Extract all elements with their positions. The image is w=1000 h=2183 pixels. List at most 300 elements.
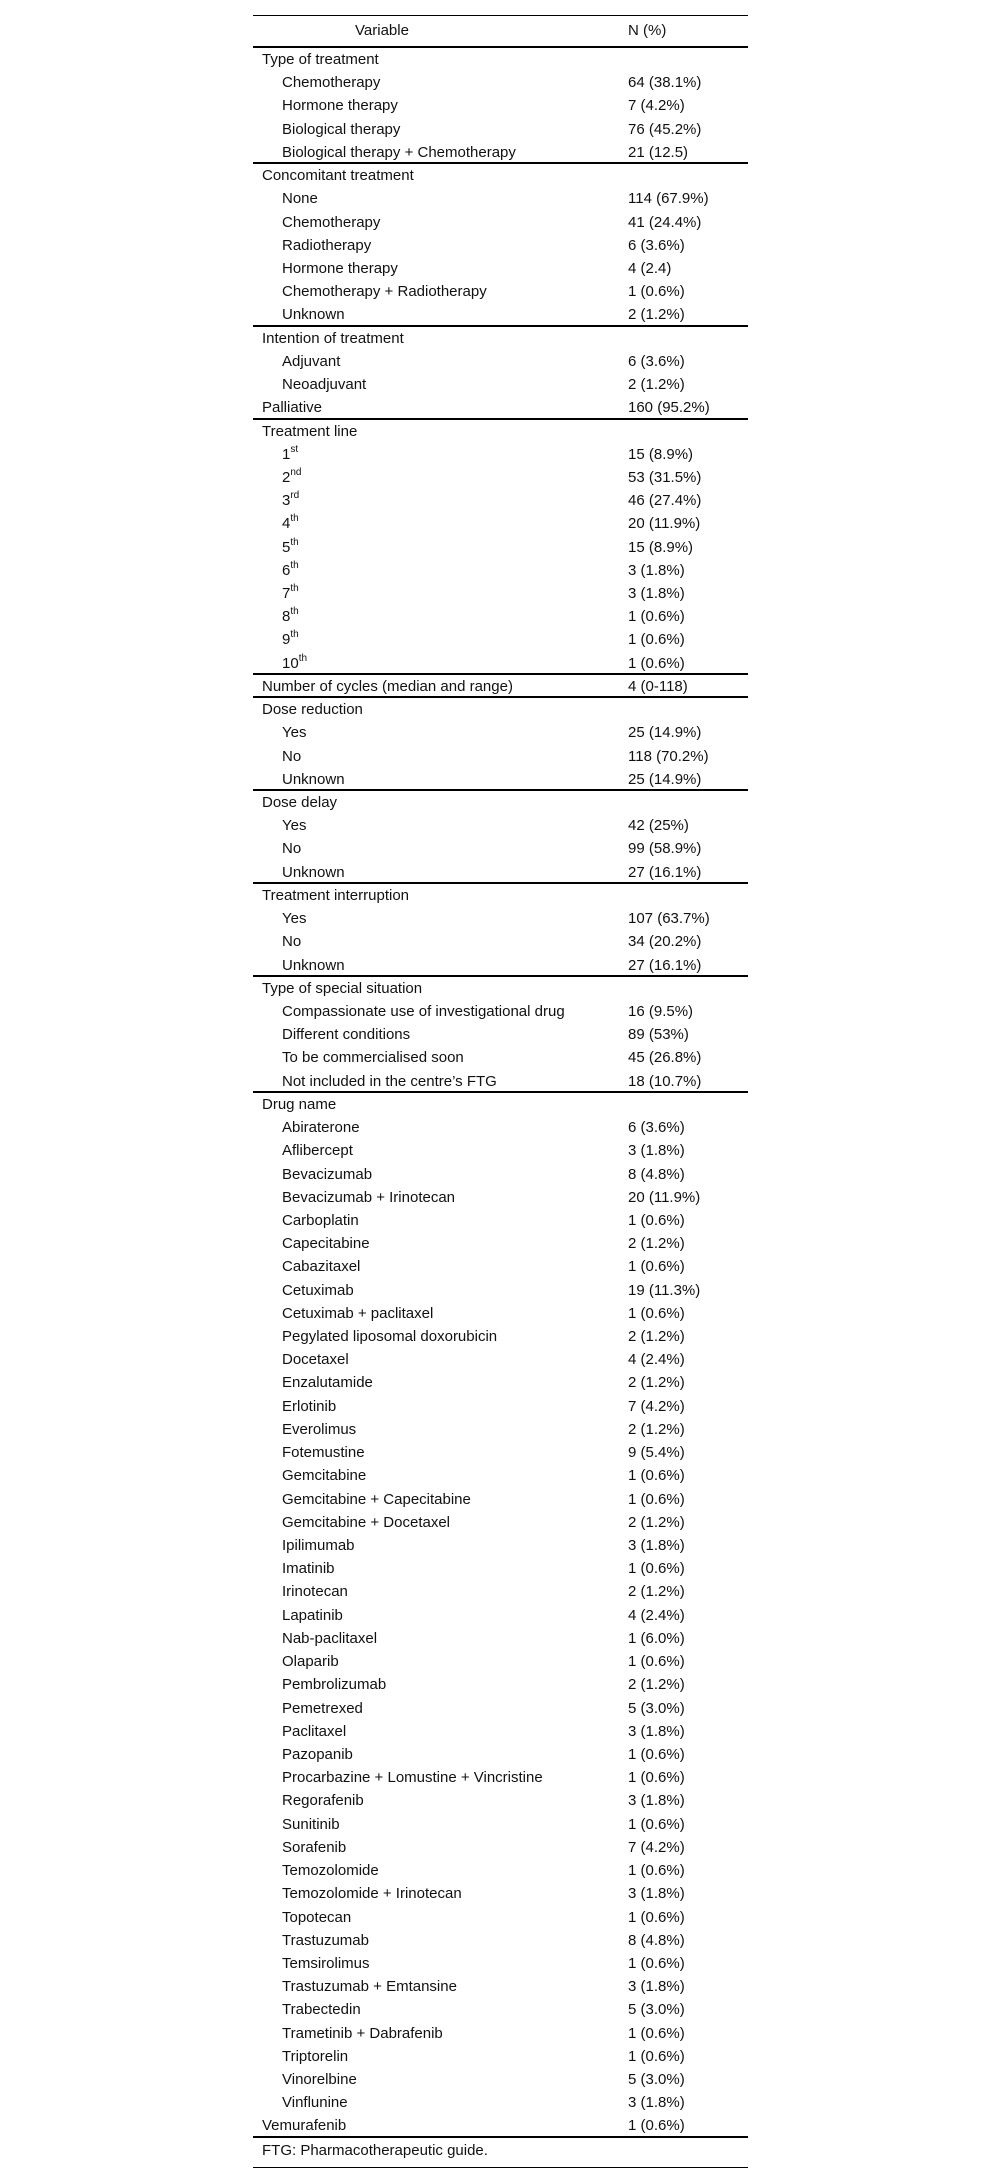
- row-value: 1 (0.6%): [628, 1560, 685, 1578]
- row-label: [282, 837, 301, 860]
- table-row: [253, 1906, 748, 1929]
- row-value: 27 (16.1%): [628, 956, 702, 974]
- row-value: 3 (1.8%): [628, 1792, 685, 1810]
- row-value: 1 (0.6%): [628, 608, 685, 626]
- row-label: [282, 466, 301, 489]
- row-label: [282, 141, 516, 164]
- row-value: 2 (1.2%): [628, 1235, 685, 1253]
- section-title: Type of treatment: [262, 51, 379, 68]
- row-label: [282, 1859, 379, 1882]
- row-value: 1 (6.0%): [628, 1629, 685, 1647]
- row-value: 1 (0.6%): [628, 2024, 685, 2042]
- row-label-text: Abiraterone: [282, 1119, 360, 1137]
- section-header-row: [253, 884, 748, 907]
- table-row: [253, 2022, 748, 2045]
- row-value: 2 (1.2%): [628, 306, 685, 324]
- row-label-text: Unknown: [282, 306, 345, 324]
- row-value: 114 (67.9%): [628, 190, 709, 208]
- table-row: [253, 1929, 748, 1952]
- row-value: 1 (0.6%): [628, 1862, 685, 1880]
- section-title: Dose reduction: [262, 701, 363, 719]
- row-label: [282, 745, 301, 768]
- row-value: 3 (1.8%): [628, 561, 685, 579]
- row-label-text: Fotemustine: [282, 1444, 365, 1462]
- row-value: 16 (9.5%): [628, 1002, 694, 1020]
- row-label-text: No: [282, 747, 302, 765]
- table-row: [253, 559, 748, 582]
- row-value: 6 (3.6%): [628, 1119, 685, 1137]
- row-value: 5 (3.0%): [628, 1699, 685, 1717]
- row-label-text: 7: [282, 585, 291, 603]
- row-label-text: Chemotherapy: [282, 213, 381, 231]
- row-label-text: Hormone therapy: [282, 259, 398, 277]
- row-label-text: Ipilimumab: [282, 1537, 355, 1554]
- row-label: [282, 1464, 366, 1487]
- row-value: 7 (4.2%): [628, 1397, 685, 1415]
- row-label-text: Unknown: [282, 863, 345, 881]
- table-row: [253, 582, 748, 605]
- table-row: [253, 1604, 748, 1627]
- row-label-text: Gemcitabine: [282, 1467, 367, 1485]
- row-label-text: Chemotherapy: [282, 74, 381, 92]
- table-row: [253, 1395, 748, 1418]
- table-row: [253, 1325, 748, 1348]
- row-value: 160 (95.2%): [628, 399, 710, 417]
- table-header: [253, 16, 748, 48]
- table-row: [253, 1255, 748, 1278]
- row-label: [282, 1998, 361, 2021]
- row-value: 6 (3.6%): [628, 352, 685, 370]
- row-label: [282, 1209, 359, 1232]
- section-title: Concomitant treatment: [262, 167, 414, 185]
- row-label: [282, 211, 380, 234]
- row-value: 3 (1.8%): [628, 1978, 685, 1996]
- row-label: [282, 628, 299, 651]
- row-label-text: Compassionate use of investigational drug: [282, 1002, 565, 1020]
- row-label: [282, 1697, 363, 1720]
- table-row: [253, 141, 748, 164]
- row-value: 7 (4.2%): [628, 1838, 685, 1856]
- row-label-text: Regorafenib: [282, 1792, 364, 1810]
- row-label-text: Cabazitaxel: [282, 1258, 361, 1276]
- row-label: [282, 768, 345, 791]
- section-title: Number of cycles (median and range): [262, 677, 513, 695]
- row-label: [282, 234, 371, 257]
- row-value: 5 (3.0%): [628, 2001, 685, 2019]
- row-label: [282, 1836, 346, 1859]
- row-label: [282, 652, 307, 675]
- row-label-text: Vinorelbine: [282, 2071, 357, 2089]
- row-label-text: Yes: [282, 817, 307, 835]
- row-label: [282, 1789, 364, 1812]
- row-value: 21 (12.5): [628, 143, 689, 161]
- row-value: 6 (3.6%): [628, 236, 685, 254]
- row-label: [282, 1046, 464, 1069]
- row-label: [282, 1906, 351, 1929]
- row-label-text: No: [282, 840, 302, 858]
- table-row: [253, 1766, 748, 1789]
- row-value: 4 (2.4%): [628, 1351, 685, 1369]
- row-label-text: 6: [282, 561, 291, 579]
- row-value: 53 (31.5%): [628, 468, 702, 486]
- row-label: [262, 2114, 346, 2137]
- row-label: [282, 861, 345, 884]
- row-label-text: Pemetrexed: [282, 1699, 363, 1717]
- table-row: [253, 303, 748, 326]
- ordinal-suffix: rd: [290, 490, 300, 502]
- row-label-text: 1: [282, 445, 291, 463]
- row-value: 8 (4.8%): [628, 1931, 685, 1949]
- table-row: [253, 187, 748, 210]
- row-label: [282, 1813, 340, 1836]
- row-value: 2 (1.2%): [628, 1328, 685, 1346]
- row-label-text: Cetuximab: [282, 1281, 354, 1299]
- row-label: [282, 1302, 433, 1325]
- row-label: [282, 1418, 356, 1441]
- row-value: 3 (1.8%): [628, 1142, 685, 1160]
- row-label-text: Temsirolimus: [282, 1954, 370, 1972]
- row-label: [282, 1975, 457, 1998]
- row-label-text: Pembrolizumab: [282, 1676, 387, 1694]
- table-row: [253, 443, 748, 466]
- row-label: [282, 1557, 335, 1580]
- row-label: [282, 489, 299, 512]
- table-row: [253, 489, 748, 512]
- row-label: [282, 1371, 373, 1394]
- row-label: [282, 257, 398, 280]
- row-value: 2 (1.2%): [628, 1513, 685, 1531]
- row-label: [282, 187, 318, 210]
- table-row: [253, 1000, 748, 1023]
- table-row: [253, 1952, 748, 1975]
- table-row: [253, 628, 748, 651]
- table-row: [253, 1116, 748, 1139]
- row-label-text: 5: [282, 538, 291, 556]
- section-title: Treatment interruption: [262, 886, 410, 904]
- table-row: [253, 1511, 748, 1534]
- row-label: [282, 512, 299, 535]
- row-label: [282, 1627, 377, 1650]
- row-value: 1 (0.6%): [628, 654, 685, 672]
- row-label-text: Carboplatin: [282, 1211, 359, 1229]
- row-label: [282, 71, 380, 94]
- row-label-text: 10: [282, 654, 299, 672]
- row-label-text: No: [282, 933, 302, 951]
- row-value: 46 (27.4%): [628, 492, 702, 510]
- table-row: [253, 118, 748, 141]
- row-label: [282, 1255, 360, 1278]
- table-row: [253, 1627, 748, 1650]
- row-label-text: 3: [282, 492, 291, 510]
- row-label-text: Pazopanib: [282, 1745, 353, 1763]
- table-row: [253, 1070, 748, 1093]
- row-label: [282, 1070, 497, 1093]
- table-row: [253, 1813, 748, 1836]
- row-label-text: Yes: [282, 910, 307, 928]
- row-label: [282, 1139, 353, 1162]
- row-label-text: Hormone therapy: [282, 97, 398, 115]
- row-value: 3 (1.8%): [628, 2094, 685, 2112]
- table-row: [253, 2045, 748, 2068]
- section-header-row: [253, 420, 748, 443]
- row-value: 4 (2.4): [628, 259, 672, 277]
- section-title: Dose delay: [262, 794, 338, 811]
- section-title: Type of special situation: [262, 979, 423, 997]
- row-label: [282, 814, 306, 837]
- row-label-text: Paclitaxel: [282, 1722, 347, 1740]
- table-row: [253, 721, 748, 744]
- row-label: [282, 1395, 336, 1418]
- table-row: [253, 930, 748, 953]
- row-label-text: Trastuzumab: [282, 1931, 369, 1949]
- table-row: [253, 1557, 748, 1580]
- row-label: [282, 536, 299, 559]
- table-row: [253, 1488, 748, 1511]
- table-row: [253, 1580, 748, 1603]
- section-title: Treatment line: [262, 422, 358, 440]
- section-header-row: [253, 164, 748, 187]
- row-value: 3 (1.8%): [628, 585, 685, 603]
- ordinal-suffix: th: [298, 652, 308, 664]
- row-label: [282, 1580, 348, 1603]
- row-label-text: Vinflunine: [282, 2094, 348, 2112]
- row-label-text: Bevacizumab: [282, 1165, 373, 1183]
- row-value: 107 (63.7%): [628, 910, 710, 928]
- row-value: 1 (0.6%): [628, 1258, 685, 1276]
- row-value: 89 (53%): [628, 1026, 689, 1044]
- row-value: 1 (0.6%): [628, 2047, 685, 2065]
- row-label: [282, 1488, 471, 1511]
- row-label: [282, 303, 345, 326]
- row-value: 76 (45.2%): [628, 120, 702, 138]
- row-label-text: Different conditions: [282, 1026, 411, 1044]
- row-label-text: Vemurafenib: [262, 2117, 347, 2135]
- row-label-text: Topotecan: [282, 1908, 352, 1926]
- table-row: [253, 1302, 748, 1325]
- row-value: 2 (1.2%): [628, 1676, 685, 1694]
- table-row: [253, 1209, 748, 1232]
- row-value: 2 (1.2%): [628, 1583, 685, 1601]
- row-label-text: Unknown: [282, 770, 345, 788]
- table-row: [253, 1348, 748, 1371]
- table-row: [253, 954, 748, 977]
- table-row: [253, 1464, 748, 1487]
- row-value: 1 (0.6%): [628, 1908, 685, 1926]
- header-variable: Variable: [355, 22, 409, 39]
- row-label-text: Everolimus: [282, 1420, 357, 1438]
- table-row: [253, 1186, 748, 1209]
- row-label: [282, 1348, 349, 1371]
- table-row: [253, 512, 748, 535]
- row-label: [282, 1766, 543, 1789]
- row-label-text: Biological therapy: [282, 120, 401, 138]
- row-value: 27 (16.1%): [628, 863, 702, 881]
- row-label-text: Sunitinib: [282, 1815, 340, 1833]
- table-row: [253, 211, 748, 234]
- table-row: [253, 373, 748, 396]
- row-value: 3 (1.8%): [628, 1537, 685, 1554]
- row-label: [282, 1929, 369, 1952]
- table-row: [253, 1232, 748, 1255]
- row-label-text: Neoadjuvant: [282, 376, 367, 394]
- table-row: [253, 652, 748, 675]
- row-label: [282, 1720, 346, 1743]
- row-value: 19 (11.3%): [628, 1281, 701, 1299]
- row-value: 1 (0.6%): [628, 1653, 685, 1671]
- row-value: 2 (1.2%): [628, 1374, 685, 1392]
- table-row: [253, 1673, 748, 1696]
- row-label: [282, 1441, 365, 1464]
- table-row: [253, 2114, 748, 2137]
- row-value: 41 (24.4%): [628, 213, 702, 231]
- row-label-text: To be commercialised soon: [282, 1049, 464, 1067]
- ordinal-suffix: th: [290, 629, 299, 641]
- header-n-percent: N (%): [628, 22, 667, 39]
- table-row: [253, 1023, 748, 1046]
- table-row: [253, 257, 748, 280]
- row-label-text: Pegylated liposomal doxorubicin: [282, 1328, 498, 1346]
- row-label-text: Docetaxel: [282, 1351, 349, 1369]
- row-value: 1 (0.6%): [628, 1211, 685, 1229]
- row-label-text: Lapatinib: [282, 1606, 343, 1624]
- row-label: [282, 1186, 455, 1209]
- section-header-row: [253, 48, 748, 71]
- row-value: 1 (0.6%): [628, 1304, 685, 1322]
- row-label: [282, 930, 301, 953]
- section-header-row: [253, 1093, 748, 1116]
- table-row: [253, 1789, 748, 1812]
- section-header-row: [253, 977, 748, 1000]
- row-value: 1 (0.6%): [628, 1769, 685, 1787]
- table-row: [253, 768, 748, 791]
- row-value: 4 (2.4%): [628, 1606, 685, 1624]
- table-row: [253, 1882, 748, 1905]
- row-value: 9 (5.4%): [628, 1444, 685, 1462]
- row-value: 42 (25%): [628, 817, 689, 835]
- table-footnote: FTG: Pharmacotherapeutic guide.: [253, 2138, 748, 2168]
- table-row: [253, 745, 748, 768]
- row-label: [282, 1511, 450, 1534]
- row-label: [282, 443, 298, 466]
- row-label-text: Radiotherapy: [282, 236, 372, 254]
- row-label: [282, 118, 400, 141]
- table-row: [253, 1859, 748, 1882]
- table-row: [253, 1279, 748, 1302]
- row-value: 1 (0.6%): [628, 1745, 685, 1763]
- section-header-row: [253, 791, 748, 814]
- section-value: 4 (0-118): [628, 677, 688, 695]
- row-label-text: Gemcitabine + Capecitabine: [282, 1490, 471, 1508]
- row-value: 2 (1.2%): [628, 1420, 685, 1438]
- ordinal-suffix: th: [290, 583, 299, 595]
- table-row: [253, 1836, 748, 1859]
- row-label: [282, 1743, 353, 1766]
- row-label-text: Capecitabine: [282, 1235, 370, 1253]
- row-label-text: Imatinib: [282, 1560, 335, 1578]
- row-label: [282, 907, 306, 930]
- row-label-text: Triptorelin: [282, 2047, 349, 2065]
- row-label: [282, 2091, 348, 2114]
- row-label-text: Erlotinib: [282, 1397, 337, 1415]
- ordinal-suffix: nd: [290, 466, 302, 478]
- row-label: [282, 1952, 370, 1975]
- table-row: [253, 396, 748, 419]
- row-value: 45 (26.8%): [628, 1049, 702, 1067]
- row-label-text: Gemcitabine + Docetaxel: [282, 1513, 451, 1531]
- row-label-text: Sorafenib: [282, 1838, 347, 1856]
- row-label: [282, 1325, 497, 1348]
- row-value: 20 (11.9%): [628, 515, 701, 533]
- table-row: [253, 1975, 748, 1998]
- ordinal-suffix: st: [290, 443, 299, 455]
- row-label: [282, 559, 299, 582]
- row-value: 7 (4.2%): [628, 97, 685, 115]
- row-label-text: 4: [282, 515, 291, 533]
- row-label: [282, 1116, 360, 1139]
- table-row: [253, 1163, 748, 1186]
- row-label-text: Nab-paclitaxel: [282, 1629, 378, 1647]
- row-value: 1 (0.6%): [628, 1954, 685, 1972]
- row-label-text: Biological therapy + Chemotherapy: [282, 143, 516, 161]
- row-value: 64 (38.1%): [628, 74, 702, 92]
- row-label-text: Unknown: [282, 956, 345, 974]
- row-label: [282, 605, 299, 628]
- row-label: [282, 1673, 386, 1696]
- table-row: [253, 1139, 748, 1162]
- row-value: 25 (14.9%): [628, 770, 702, 788]
- row-label: [282, 350, 340, 373]
- table-row: [253, 1441, 748, 1464]
- row-label: [282, 1232, 370, 1255]
- row-label: [282, 1650, 339, 1673]
- section-header-row: [253, 675, 748, 698]
- row-label-text: Palliative: [262, 399, 323, 417]
- row-label-text: Adjuvant: [282, 352, 341, 370]
- data-table: [253, 15, 748, 2168]
- row-label-text: Not included in the centre’s FTG: [282, 1072, 497, 1090]
- row-label-text: Olaparib: [282, 1653, 339, 1671]
- ordinal-suffix: th: [290, 513, 299, 525]
- section-title: Intention of treatment: [262, 329, 404, 347]
- row-label: [262, 396, 322, 419]
- row-value: 1 (0.6%): [628, 1467, 685, 1485]
- row-label: [282, 582, 299, 605]
- table-row: [253, 1720, 748, 1743]
- table-row: [253, 280, 748, 303]
- row-label: [282, 1023, 410, 1046]
- row-value: 3 (1.8%): [628, 1885, 685, 1903]
- row-label-text: Bevacizumab + Irinotecan: [282, 1188, 456, 1206]
- table-row: [253, 1743, 748, 1766]
- ordinal-suffix: th: [290, 559, 299, 571]
- table-row: [253, 234, 748, 257]
- row-label-text: 8: [282, 608, 291, 626]
- row-label-text: Temozolomide: [282, 1862, 379, 1880]
- row-value: 1 (0.6%): [628, 1490, 685, 1508]
- ordinal-suffix: th: [290, 606, 299, 618]
- table-row: [253, 1650, 748, 1673]
- row-value: 99 (58.9%): [628, 840, 702, 858]
- row-label-text: Chemotherapy + Radiotherapy: [282, 283, 487, 301]
- table-row: [253, 1534, 748, 1557]
- row-value: 1 (0.6%): [628, 2117, 685, 2135]
- row-value: 18 (10.7%): [628, 1072, 702, 1090]
- row-value: 1 (0.6%): [628, 631, 685, 649]
- row-value: 5 (3.0%): [628, 2071, 685, 2089]
- row-label-text: Irinotecan: [282, 1583, 348, 1601]
- table-row: [253, 1371, 748, 1394]
- section-header-row: [253, 698, 748, 721]
